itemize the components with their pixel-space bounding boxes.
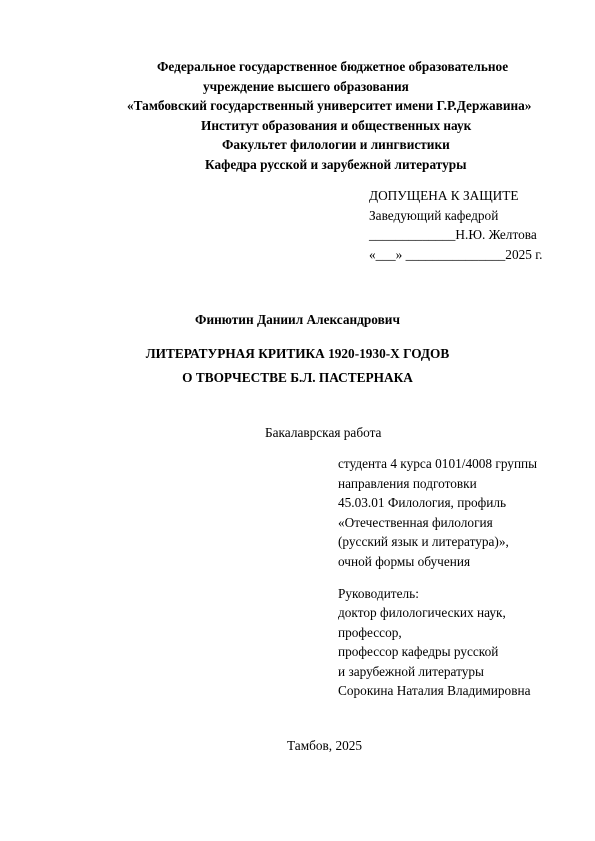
thesis-title bbox=[0, 342, 595, 390]
student-line-3: 45.03.01 Филология, профиль bbox=[338, 495, 507, 511]
header-line-2: учреждение высшего образования bbox=[203, 78, 409, 94]
header-line-3: «Тамбовский государственный университет имени Г.Р.Державина» bbox=[127, 98, 532, 113]
student-line-5: (русский язык и литература)», bbox=[338, 534, 509, 550]
supervisor-info bbox=[338, 584, 531, 700]
approval-block bbox=[369, 186, 543, 264]
student-line-6: очной формы обучения bbox=[338, 553, 471, 569]
supervisor-line-3: профессор, bbox=[338, 624, 402, 640]
student-line-2: направления подготовки bbox=[338, 475, 477, 491]
approval-line-4: «___» _______________2025 г. bbox=[369, 246, 543, 262]
student-line-4: «Отечественная филология bbox=[338, 514, 493, 530]
student-info bbox=[338, 454, 537, 572]
supervisor-line-2: доктор филологических наук, bbox=[338, 605, 506, 621]
approval-line-3: _____________Н.Ю. Желтова bbox=[369, 227, 537, 242]
city-year: Тамбов, 2025 bbox=[287, 738, 363, 753]
supervisor-line-6: Сорокина Наталия Владимировна bbox=[338, 683, 531, 699]
author-name: Финютин Даниил Александрович bbox=[195, 312, 400, 327]
title-line-2: О ТВОРЧЕСТВЕ Б.Л. ПАСТЕРНАКА bbox=[182, 370, 413, 385]
approval-line-1: ДОПУЩЕНА К ЗАЩИТЕ bbox=[369, 188, 519, 203]
work-type: Бакалаврская работа bbox=[265, 425, 382, 440]
header-line-6: Кафедра русской и зарубежной литературы bbox=[205, 156, 467, 172]
header-line-1: Федеральное государственное бюджетное образовательное bbox=[157, 59, 509, 74]
title-line-1: ЛИТЕРАТУРНАЯ КРИТИКА 1920-1930-Х ГОДОВ bbox=[145, 346, 450, 361]
supervisor-line-4: профессор кафедры русской bbox=[338, 644, 499, 660]
supervisor-line-1: Руководитель: bbox=[338, 586, 419, 601]
header-line-5: Факультет филологии и лингвистики bbox=[222, 137, 450, 152]
student-line-1: студента 4 курса 0101/4008 группы bbox=[338, 456, 538, 471]
approval-line-2: Заведующий кафедрой bbox=[369, 207, 499, 223]
header-line-4: Институт образования и общественных наук bbox=[201, 117, 472, 133]
supervisor-line-5: и зарубежной литературы bbox=[338, 663, 484, 679]
